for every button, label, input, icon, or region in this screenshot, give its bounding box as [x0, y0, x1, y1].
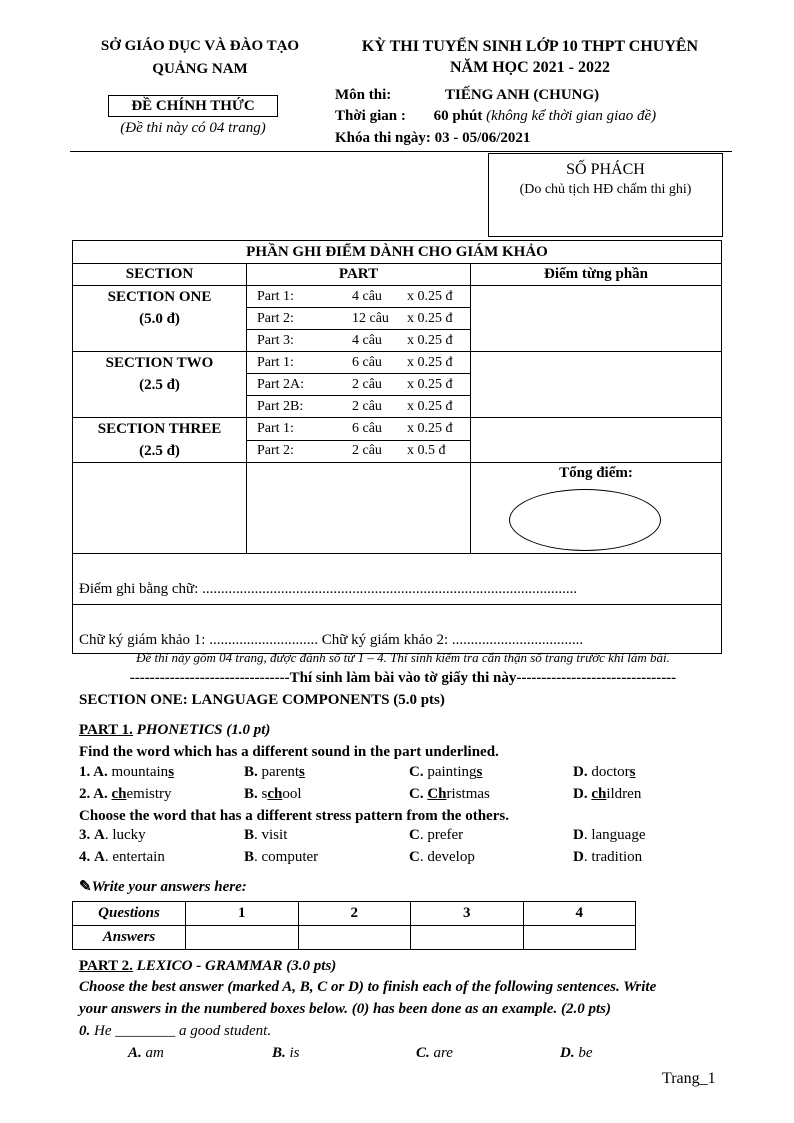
example-option-a: A. am: [128, 1045, 164, 1061]
part2-instruction-line1: Choose the best answer (marked A, B, C or D) to finish each of the following sentences. Write: [79, 979, 657, 995]
part1-answer-table: [72, 901, 636, 950]
q4-option-b: B. computer: [244, 849, 319, 865]
q4-option-d: D. tradition: [573, 849, 643, 865]
pencil-icon: ✎: [79, 879, 92, 895]
section-two-cell: SECTION TWO (2.5 đ): [73, 352, 247, 418]
part2-instruction-line2: your answers in the numbered boxes below. (0) has been done as an example. (2.0 pts): [79, 1001, 611, 1017]
q3-option-c: C. prefer: [409, 827, 464, 843]
exam-year: NĂM HỌC 2021 - 2022: [450, 59, 610, 76]
so-phach-box: [488, 153, 723, 237]
answer-col-4: 4: [523, 902, 636, 926]
part-row: Part 2B: 2 câu x 0.25 đ: [247, 396, 471, 418]
q2-option-c: C. Christmas: [409, 786, 490, 802]
exam-title: KỲ THI TUYỂN SINH LỚP 10 THPT CHUYÊN: [361, 38, 699, 55]
q3-option-d: D. language: [573, 827, 646, 843]
official-badge: ĐỀ CHÍNH THỨC: [108, 95, 278, 117]
part-row: Part 3: 4 câu x 0.25 đ: [247, 330, 471, 352]
col-section: SECTION: [73, 264, 247, 286]
question-4: 4. A. entertain: [79, 849, 165, 865]
questions-header: Questions: [73, 902, 186, 926]
examiner-signatures: Chữ ký giám khảo 1: ............................. Chữ ký giám khảo 2: ...................................: [73, 605, 722, 654]
q2-option-d: D. children: [573, 786, 642, 802]
question-3: 3. A. lucky: [79, 827, 146, 843]
section-one-cell: SECTION ONE (5.0 đ): [73, 286, 247, 352]
part1-instruction-stress: Choose the word that has a different stress pattern from the others.: [79, 808, 509, 824]
score-cell: [471, 418, 722, 463]
question-1: 1. A. mountains: [79, 764, 175, 780]
score-cell: [471, 352, 722, 418]
time-label: Thời gian :: [335, 108, 406, 124]
q1-option-d: D. doctors: [573, 764, 636, 780]
part-row: Part 2: 12 câu x 0.25 đ: [247, 308, 471, 330]
page-number: Trang_1: [662, 1070, 716, 1087]
pages-note: (Đề thi này có 04 trang): [120, 120, 266, 136]
score-table: [72, 240, 722, 654]
part-row: Part 2: 2 câu x 0.5 đ: [247, 440, 471, 463]
example-option-d: D. be: [560, 1045, 593, 1061]
subject-label: Môn thi:: [335, 87, 392, 103]
col-part: PART: [247, 264, 471, 286]
example-option-b: B. is: [272, 1045, 300, 1061]
answer-box-1[interactable]: [186, 926, 299, 950]
so-phach-title: SỐ PHÁCH: [566, 161, 645, 178]
score-table-title: PHẦN GHI ĐIỂM DÀNH CHO GIÁM KHẢO: [73, 241, 722, 264]
section-three-cell: SECTION THREE (2.5 đ): [73, 418, 247, 463]
answer-sheet-divider: --------------------------------Thí sinh làm bài vào tờ giấy thi này--------------------------------: [129, 670, 677, 686]
example-option-c: C. are: [416, 1045, 453, 1061]
col-score: Điểm từng phần: [471, 264, 722, 286]
part1-heading: PART 1. PHONETICS (1.0 pt): [79, 722, 271, 738]
pages-instruction: Đề thi này gồm 04 trang, được đánh số từ 1 – 4. Thí sinh kiểm tra cẩn thận số trang trước khi làm bài.: [136, 650, 670, 665]
part-row: Part 1: 4 câu x 0.25 đ: [247, 286, 471, 308]
exam-date: Khóa thi ngày: 03 - 05/06/2021: [335, 130, 531, 146]
answer-col-2: 2: [298, 902, 411, 926]
time-value: 60 phút: [433, 108, 483, 124]
answer-box-4[interactable]: [523, 926, 636, 950]
answer-col-1: 1: [186, 902, 299, 926]
answer-box-3[interactable]: [411, 926, 524, 950]
part-row: Part 1: 6 câu x 0.25 đ: [247, 418, 471, 441]
total-score-circle[interactable]: [509, 489, 661, 551]
answers-header: Answers: [73, 926, 186, 950]
header-divider: [70, 151, 732, 152]
write-answers-label: ✎Write your answers here:: [79, 879, 247, 895]
total-score-cell: [471, 463, 722, 554]
part2-heading: PART 2. LEXICO - GRAMMAR (3.0 pts): [79, 958, 337, 974]
subject-value: TIẾNG ANH (CHUNG): [445, 87, 600, 103]
answer-box-2[interactable]: [298, 926, 411, 950]
q1-option-c: C. paintings: [409, 764, 483, 780]
part-row: Part 2A: 2 câu x 0.25 đ: [247, 374, 471, 396]
total-score-label: Tổng điểm:: [559, 465, 633, 481]
department-name: SỞ GIÁO DỤC VÀ ĐÀO TẠO: [100, 38, 300, 54]
score-in-words: Điểm ghi bằng chữ: ....................................................................................................: [73, 554, 722, 605]
answer-col-3: 3: [411, 902, 524, 926]
q1-option-b: B. parents: [244, 764, 305, 780]
question-2: 2. A. chemistry: [79, 786, 172, 802]
time-note: (không kể thời gian giao đề): [486, 108, 657, 124]
part-row: Part 1: 6 câu x 0.25 đ: [247, 352, 471, 374]
q4-option-c: C. develop: [409, 849, 475, 865]
example-question: 0. He ________ a good student.: [79, 1023, 272, 1039]
blank-cell: [73, 463, 247, 554]
department-province: QUẢNG NAM: [152, 61, 248, 77]
blank-cell: [247, 463, 471, 554]
q2-option-b: B. school: [244, 786, 302, 802]
q3-option-b: B. visit: [244, 827, 288, 843]
section-one-title: SECTION ONE: LANGUAGE COMPONENTS (5.0 pts): [79, 692, 445, 708]
so-phach-note: (Do chủ tịch HĐ chấm thi ghi): [519, 182, 692, 197]
part1-instruction: Find the word which has a different sound in the part underlined.: [79, 744, 499, 760]
score-cell: [471, 286, 722, 352]
